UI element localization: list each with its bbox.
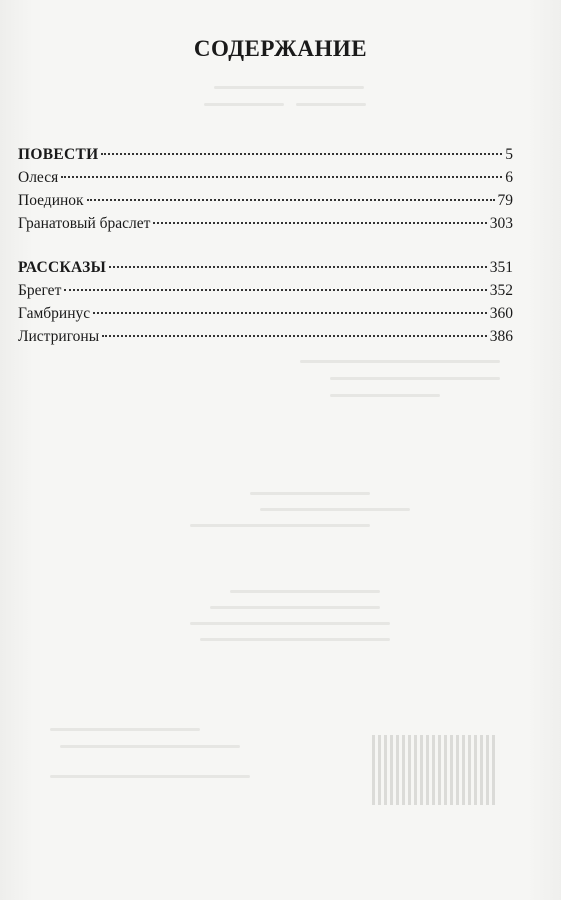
toc-page-number: 6 (505, 169, 513, 186)
toc-page-number: 386 (489, 328, 513, 345)
bleed-through-mark (210, 606, 380, 609)
toc-entry-label: Олеся (18, 169, 59, 186)
dot-leader (93, 312, 487, 314)
bleed-through-mark (60, 745, 240, 748)
bleed-through-mark (190, 622, 390, 625)
toc-page-number: 303 (489, 215, 513, 232)
toc-entry (18, 192, 513, 215)
toc-entry-label: Листригоны (18, 328, 100, 345)
bleed-through-mark (190, 524, 370, 527)
toc-entry (18, 215, 513, 238)
toc-section-heading (18, 146, 513, 169)
toc-section-heading (18, 259, 513, 282)
bleed-through-mark (204, 103, 284, 106)
toc-entry (18, 305, 513, 328)
toc-entry-label: Поединок (18, 192, 84, 209)
bleed-through-mark (214, 86, 364, 89)
toc-page-number: 360 (489, 305, 513, 322)
bleed-through-mark (200, 638, 390, 641)
bleed-through-mark (300, 360, 500, 363)
toc-entry (18, 328, 513, 351)
bleed-through-mark (50, 775, 250, 778)
page-title: СОДЕРЖАНИЕ (193, 36, 368, 61)
toc-entry (18, 282, 513, 305)
bleed-through-mark (50, 728, 200, 731)
dot-leader (102, 335, 487, 337)
dot-leader (109, 266, 487, 268)
toc-section-rasskazy (18, 259, 513, 351)
dot-leader (87, 199, 495, 201)
toc-page-number: 351 (489, 259, 513, 276)
toc-entry-label: Брегет (18, 282, 62, 299)
toc-entry-label: Гамбринус (18, 305, 91, 322)
bleed-through-mark (230, 590, 380, 593)
toc-page-number: 79 (497, 192, 513, 209)
toc-page-number: 352 (489, 282, 513, 299)
dot-leader (61, 176, 502, 178)
toc-section-povesti (18, 146, 513, 238)
bleed-through-mark (250, 492, 370, 495)
dot-leader (153, 222, 486, 224)
toc-heading-label: РАССКАЗЫ (18, 259, 107, 276)
toc-entry-label: Гранатовый браслет (18, 215, 151, 232)
bleed-through-barcode (372, 735, 497, 805)
bleed-through-mark (296, 103, 366, 106)
toc-heading-label: ПОВЕСТИ (18, 146, 99, 163)
bleed-through-mark (260, 508, 410, 511)
dot-leader (101, 153, 502, 155)
bleed-through-mark (330, 377, 500, 380)
toc-page-number: 5 (505, 146, 513, 163)
toc-entry (18, 169, 513, 192)
bleed-through-mark (330, 394, 440, 397)
dot-leader (64, 289, 486, 291)
